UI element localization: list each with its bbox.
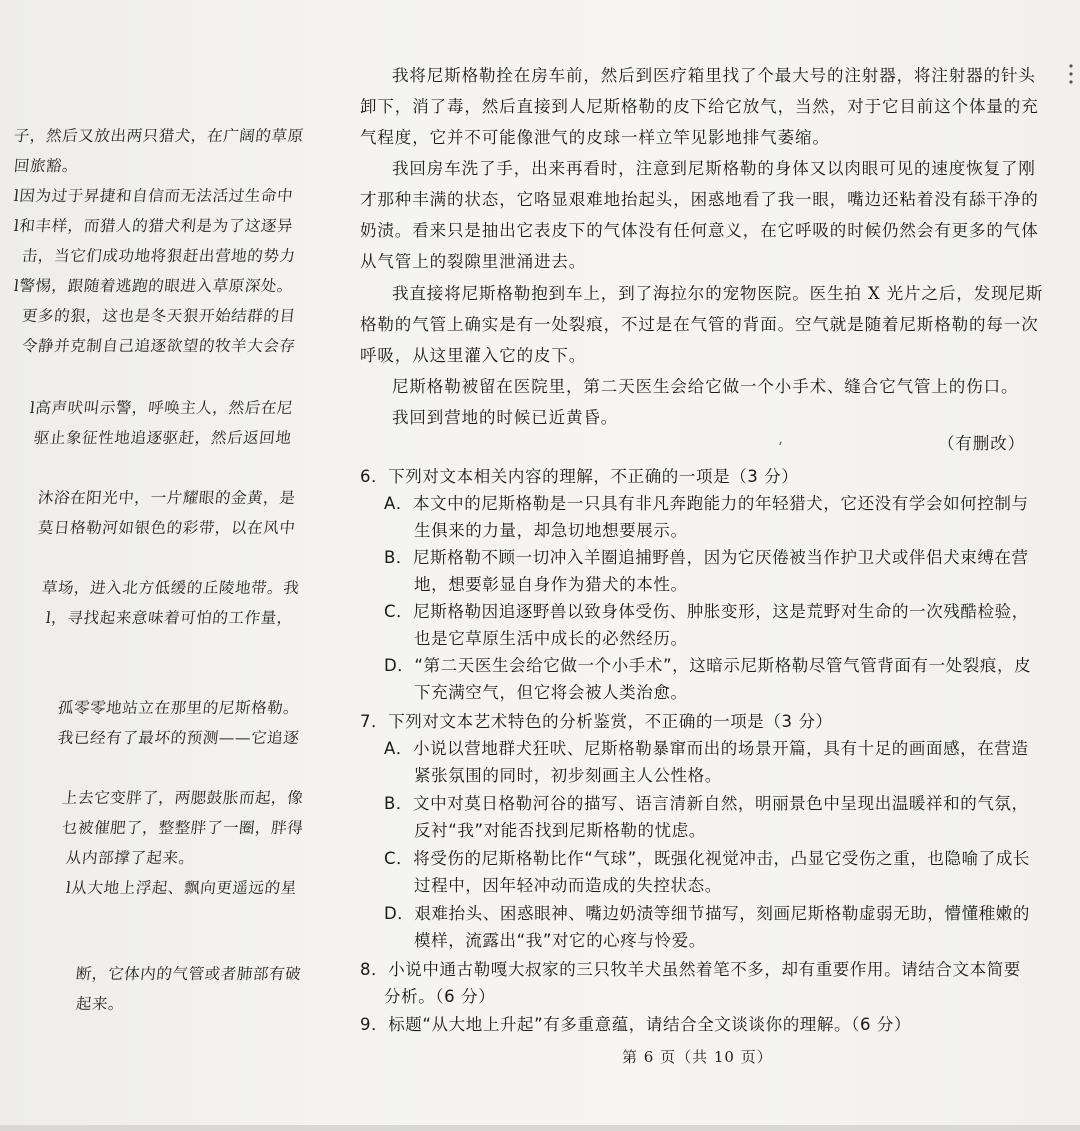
left-line: l，寻找起来意味着可怕的工作量， xyxy=(44,609,294,627)
question-6-option-b: B．尼斯格勒不顾一切冲入羊圈追捕野兽，因为它厌倦被当作护卫犬或伴侣犬束缚在营 xyxy=(384,548,1029,567)
question-7-option-a-cont: 紧张氛围的同时，初步刻画主人公性格。 xyxy=(414,766,722,785)
question-6-option-a-cont: 生俱来的力量，却急切地想要展示。 xyxy=(414,521,688,540)
page-bottom-edge xyxy=(0,1125,1080,1131)
question-7-option-b: B．文中对莫日格勒河谷的描写、语言清新自然，明丽景色中呈现出温暖祥和的气氛， xyxy=(384,794,1029,813)
left-line: l警惕，跟随着逃跑的眼进入草原深处。 xyxy=(12,277,295,295)
question-6-option-b-cont: 地，想要彰显自身作为猎犬的本性。 xyxy=(414,575,688,594)
left-line: l和丰样，而猎人的猎犬利是为了这逐异 xyxy=(12,217,295,235)
question-7-option-d-cont: 模样，流露出“我”对它的心疼与怜爱。 xyxy=(414,931,706,950)
question-6-option-c: C．尼斯格勒因追逐野兽以致身体受伤、肿胀变形，这是荒野对生命的一次残酷检验， xyxy=(384,602,1029,621)
question-7-stem: 7．下列对文本艺术特色的分析鉴赏，不正确的一项是（3 分） xyxy=(360,712,833,731)
left-line: 击，当它们成功地将狠赶出营地的势力 xyxy=(20,247,297,265)
passage-line: 奶渍。看来只是抽出它表皮下的气体没有任何意义，在它呼吸的时候仍然会有更多的气体 xyxy=(360,221,1039,240)
left-line: l高声吠叫示警，呼唤主人，然后在尼 xyxy=(28,399,295,417)
passage-line: 从气管上的裂隙里泄涌进去。 xyxy=(360,252,587,271)
left-line: 断，它体内的气管或者肺部有破 xyxy=(74,965,303,983)
page-number: 第 6 页（共 10 页） xyxy=(622,1048,773,1066)
question-7-option-c: C．将受伤的尼斯格勒比作“气球”，既强化视觉冲击，凸显它受伤之重，也隐喻了成长 xyxy=(384,849,1031,868)
question-7-option-c-cont: 过程中，因年轻冲动而造成的失控状态。 xyxy=(414,876,722,895)
question-6-option-a: A．本文中的尼斯格勒是一只具有非凡奔跑能力的年轻猎犬，它还没有学会如何控制与 xyxy=(384,494,1029,513)
left-line: 乜被催肥了，整整胖了一圈，胖得 xyxy=(60,819,305,837)
left-line: 我已经有了最坏的预测——它追逐 xyxy=(56,729,301,747)
left-line: l因为过于昇捷和自信而无法活过生命中 xyxy=(12,187,295,205)
question-6-option-c-cont: 也是它草原生活中成长的必然经历。 xyxy=(414,629,688,648)
passage-line: 我直接将尼斯格勒抱到车上，到了海拉尔的宠物医院。医生拍 X 光片之后，发现尼斯 xyxy=(392,284,1044,303)
left-line: 起来。 xyxy=(74,995,126,1013)
left-line: 令静并克制自己追逐欲望的牧羊大会存 xyxy=(20,337,297,355)
question-9-stem: 9．标题“从大地上升起”有多重意蕴，请结合全文谈谈你的理解。（6 分） xyxy=(360,1015,912,1034)
passage-line: 才那种丰满的状态，它咯显艰难地抬起头，困惑地看了我一眼，嘴边还粘着没有舔干净的 xyxy=(360,190,1039,209)
pen-mark: ʻ xyxy=(778,440,783,456)
passage-line: 我将尼斯格勒拴在房车前，然后到医疗箱里找了个最大号的注射器，将注射器的针头 xyxy=(392,66,1036,85)
passage-line: 卸下，消了毒，然后直接到人尼斯格勒的皮下给它放气，当然，对于它目前这个体量的充 xyxy=(360,97,1039,116)
question-6-stem: 6．下列对文本相关内容的理解，不正确的一项是（3 分） xyxy=(360,467,799,486)
question-7-option-b-cont: 反衬“我”对能否找到尼斯格勒的忧虑。 xyxy=(414,821,706,840)
question-7-option-a: A．小说以营地群犬狂吠、尼斯格勒暴窜而出的场景开篇，具有十足的画面感，在营造 xyxy=(384,739,1029,758)
passage-line: 我回房车洗了手，出来再看时，注意到尼斯格勒的身体又以肉眼可见的速度恢复了刚 xyxy=(392,159,1036,178)
left-line: 子，然后又放出两只猎犬，在广阔的草原 xyxy=(12,127,305,145)
left-line: 上去它变胖了，两腮鼓胀而起，像 xyxy=(60,789,305,807)
passage-line: 格勒的气管上确实是有一处裂痕，不过是在气管的背面。空气就是随着尼斯格勒的每一次 xyxy=(360,315,1039,334)
left-line: 沐浴在阳光中，一片耀眼的金黄，是 xyxy=(36,489,297,507)
left-line: 草场，进入北方低缓的丘陵地带。我 xyxy=(40,579,301,597)
source-note: （有删改） xyxy=(938,434,1025,453)
question-6-option-d: D．“第二天医生会给它做一个小手术”，这暗示尼斯格勒尽管气管背面有一处裂痕，皮 xyxy=(384,656,1032,675)
left-column-passage xyxy=(0,0,330,1131)
passage-line: 我回到营地的时候已近黄昏。 xyxy=(392,408,619,427)
passage-line: 尼斯格勒被留在医院里，第二天医生会给它做一个小手术、缝合它气管上的伤口。 xyxy=(392,377,1019,396)
left-line: 孤零零地站立在那里的尼斯格勒。 xyxy=(56,699,301,717)
left-line: l从大地上浮起、飘向更遥远的星 xyxy=(64,879,298,897)
question-8-stem-cont: 分析。（6 分） xyxy=(384,987,496,1006)
binding-mark-icon xyxy=(1068,62,1074,86)
question-8-stem: 8．小说中通古勒嘎大叔家的三只牧羊犬虽然着笔不多，却有重要作用。请结合文本简要 xyxy=(360,960,1021,979)
question-7-option-d: D．艰难抬头、困惑眼神、嘴边奶渍等细节描写，刻画尼斯格勒虚弱无助，懵懂稚嫩的 xyxy=(384,904,1031,923)
passage-line: 呼吸，从这里灌入它的皮下。 xyxy=(360,346,587,365)
left-line: 更多的狠，这也是冬天狠开始结群的目 xyxy=(20,307,297,325)
left-line: 回旅豁。 xyxy=(12,157,80,175)
left-line: 莫日格勒河如银色的彩带，以在风中 xyxy=(36,519,297,537)
left-line: 驱止象征性地追逐驱赶，然后返回地 xyxy=(32,429,293,447)
passage-line: 气程度，它并不可能像泄气的皮球一样立竿见影地排气萎缩。 xyxy=(360,128,830,147)
question-6-option-d-cont: 下充满空气，但它将会被人类治愈。 xyxy=(414,683,688,702)
left-line: 从内部撑了起来。 xyxy=(64,849,196,867)
